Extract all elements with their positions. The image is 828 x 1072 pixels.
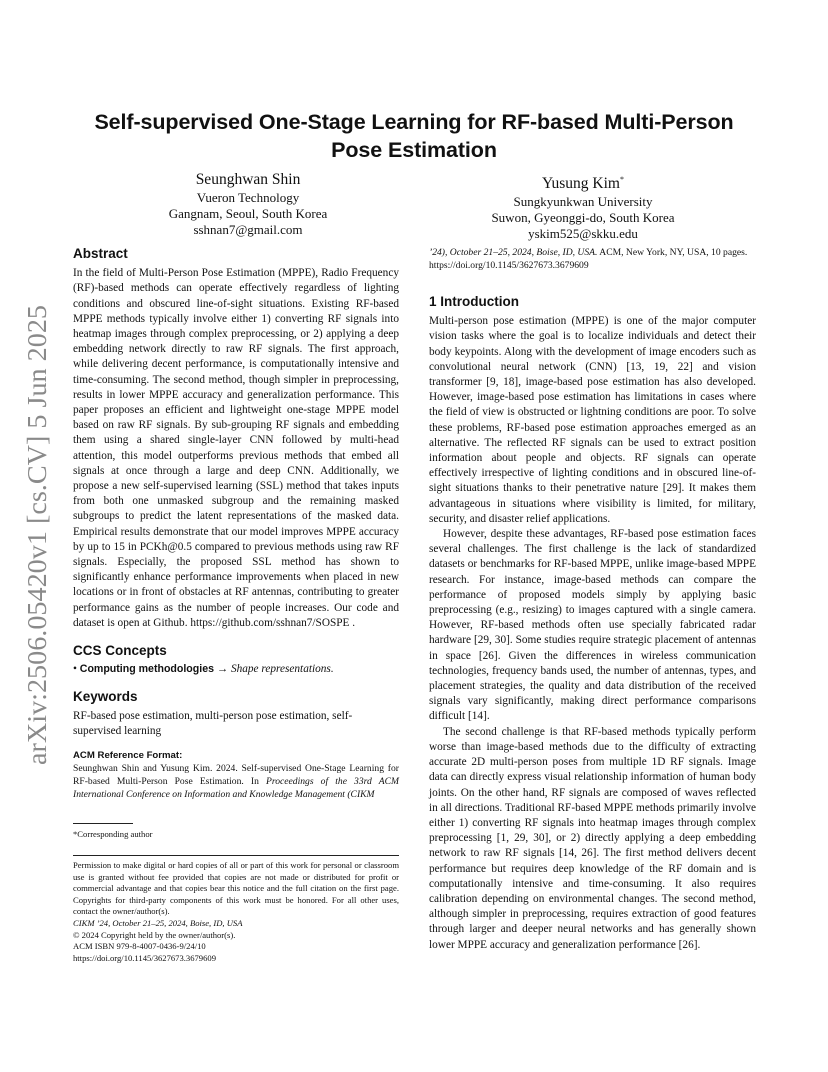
- intro-paragraph-1: Multi-person pose estimation (MPPE) is one of the major computer vision tasks where the goal is to localize individuals and detect their body keypoints. Along with the development of image encoders such as convolutional neural network (CNN) [13, 19, 22] and vision transformer [9, 18], image-based pose estimation has also developed. However, image-based pose estimation has limitations in cases where the field of view is obstructed or lightning conditions are poor. To solve these problems, RF-based pose estimation approaches emerged as an alternative. The reflected RF signals can be used to extract position information about people and objects. RF signals can operate effectively irrespective of lighting conditions and in obscured line-of-sight situations thanks to their penetrative nature [29]. It makes them advantageous in situations where visibility is limited, for military, security, and disaster relief applications.: [429, 315, 756, 525]
- corresponding-mark: *: [619, 175, 624, 184]
- reference-format-continued-text: ACM, New York, NY, USA, 10 pages. https://doi.org/10.1145/3627673.3679609: [429, 247, 748, 271]
- abstract-text: In the field of Multi-Person Pose Estimation (MPPE), Radio Frequency (RF)-based methods can operate effectively regardless of lighting conditions and obscured line-of-sight situations. Existing RF-based MPPE methods typically involve either 1) converting RF signals into heatmap images through complex preprocessing, or 2) applying a deep embedding network directly to raw RF signals. The first approach, while delivering decent performance, is computationally intensive and time-consuming. The second method, though simpler in preprocessing, results in lower MPPE accuracy and generalization performance. This paper proposes an efficient and lightweight one-stage MPPE model based on raw RF signals. By sub-grouping RF signals and embedding them using a shared single-layer CNN followed by multi-head attention, this model outperforms previous methods that embed all signals at once through a large and deep CNN. Additionally, we propose a new self-supervised learning (SSL) method that takes inputs from both one unmasked subgroup and the remaining masked subgroups to predict the latent representations of the masked data. Empirical results demonstrate that our model improves MPPE accuracy by up to 15 in PCKh@0.5 compared to previous methods using raw RF signals. Especially, the proposed SSL method has shown to significantly enhance performance improvements when placed in new locations or in front of obstacles at RF antennas, contributing to greater performance gains as the number of people increases. Our code and dataset is open at Github. https://github.com/sshnan7/SOSPE .: [73, 267, 399, 629]
- author-name: Seunghwan Shin: [195, 171, 301, 188]
- reference-format: [73, 749, 399, 801]
- intro-paragraph-3: The second challenge is that RF-based methods typically perform worse than image-based methods due to the difficulty of extracting accurate 2D multi-person poses from multiple 1D RF signals. Image data can directly express visual relationship information of human body joints. On the other hand, RF signals are composed of waves reflected in all directions. Traditional RF-based MPPE methods primarily involve either 1) converting RF signals into heatmap images through complex preprocessing [1, 29, 30], or 2) directly applying a deep embedding network to raw RF signals [14, 26]. The first method delivers decent performance but requires deep knowledge of the RF domain and is computationally intensive and time-consuming. It also requires calibration depending on environmental changes. The second method, although simpler in preprocessing, requires extraction of good features through larger and deeper neural networks and has generally shown lower MPPE accuracy and generalization performance [26].: [429, 725, 756, 951]
- author-email: yskim525@skku.edu: [528, 226, 638, 242]
- ccs-arrow: →: [216, 663, 229, 676]
- keywords-heading: Keywords: [73, 689, 138, 705]
- author-block-2: [458, 170, 708, 242]
- permission-venue: CIKM ’24, October 21–25, 2024, Boise, ID, USA: [73, 917, 243, 928]
- corresponding-author-note: *Corresponding author: [73, 829, 153, 839]
- permission-block: [73, 860, 399, 964]
- author-affiliation: Sungkyunkwan University: [513, 194, 653, 210]
- intro-heading: 1 Introduction: [429, 294, 519, 309]
- intro-paragraph-2: However, despite these advantages, RF-based pose estimation faces several challenges. The first challenge is the lack of standardized datasets or benchmarks for RF-based MPPE, unlike image-based MPPE research. For instance, image-based methods can compare the performance of proposed models simply by applying basic preprocessing (e.g., resizing) to images captured with a single camera. However, RF-based methods often use specially fabricated radar hardware [29, 30]. Some studies require strategic placement of antennas in space [26]. Given the differences in wireless communication technologies, frequency bands used, the number of antennas, types, and placement strategies, the quality and data distribution of the received signals vary significantly, making direct performance comparisons difficult [14].: [429, 528, 756, 723]
- ccs-concept-name: Computing methodologies: [79, 663, 214, 676]
- permission-isbn: ACM ISBN 979-8-4007-0436-9/24/10: [73, 941, 206, 952]
- arxiv-stamp: [14, 300, 60, 770]
- reference-format-continued: [429, 246, 756, 272]
- author-email: sshnan7@gmail.com: [193, 222, 303, 237]
- author-affiliation: Vueron Technology: [196, 190, 300, 205]
- permission-doi: https://doi.org/10.1145/3627673.3679609: [73, 952, 216, 963]
- ccs-concept: [73, 662, 399, 677]
- author-block-1: [138, 170, 358, 238]
- permission-text: Permission to make digital or hard copies of all or part of this work for personal or classroom use is granted without fee provided that copies are not made or distributed for profit or commercial advantage and that copies bear this notice and the full citation on the first page. Copyrights for third-party components of this work must be honored. For all other uses, contact the owner/author(s).: [73, 860, 399, 917]
- reference-format-continued-italic: ’24), October 21–25, 2024, Boise, ID, USA.: [429, 247, 598, 258]
- permission-rule: [73, 855, 399, 856]
- reference-format-italic: Proceedings of the 33rd ACM International Conference on Information and Knowledge Management (CIKM: [73, 776, 399, 801]
- author-location: Gangnam, Seoul, South Korea: [168, 206, 328, 221]
- ccs-heading: CCS Concepts: [73, 643, 167, 659]
- reference-format-heading: ACM Reference Format:: [73, 750, 183, 762]
- paper-title: [60, 108, 768, 164]
- arxiv-stamp-text: arXiv:2506.05420v1 [cs.CV] 5 Jun 2025: [22, 324, 52, 765]
- author-location: Suwon, Gyeonggi-do, South Korea: [491, 210, 675, 226]
- reference-format-text: Seunghwan Shin and Yusung Kim. 2024. Self-supervised One-Stage Learning for RF-based Multi-Person Pose Estimation. In: [73, 763, 399, 788]
- left-column: [73, 246, 399, 801]
- footnote-rule: [73, 823, 133, 824]
- permission-copyright: © 2024 Copyright held by the owner/author(s).: [73, 929, 236, 940]
- ccs-detail: Shape representations.: [230, 663, 334, 676]
- keywords-text: RF-based pose estimation, multi-person pose estimation, self-supervised learning: [73, 709, 353, 737]
- abstract-heading: Abstract: [73, 246, 128, 261]
- title-line-2: Pose Estimation: [331, 138, 497, 162]
- author-name: Yusung Kim: [542, 175, 620, 193]
- ccs-bullet: •: [73, 663, 77, 676]
- title-line-1: Self-supervised One-Stage Learning for RF-based Multi-Person: [94, 110, 734, 134]
- right-column: [429, 246, 756, 953]
